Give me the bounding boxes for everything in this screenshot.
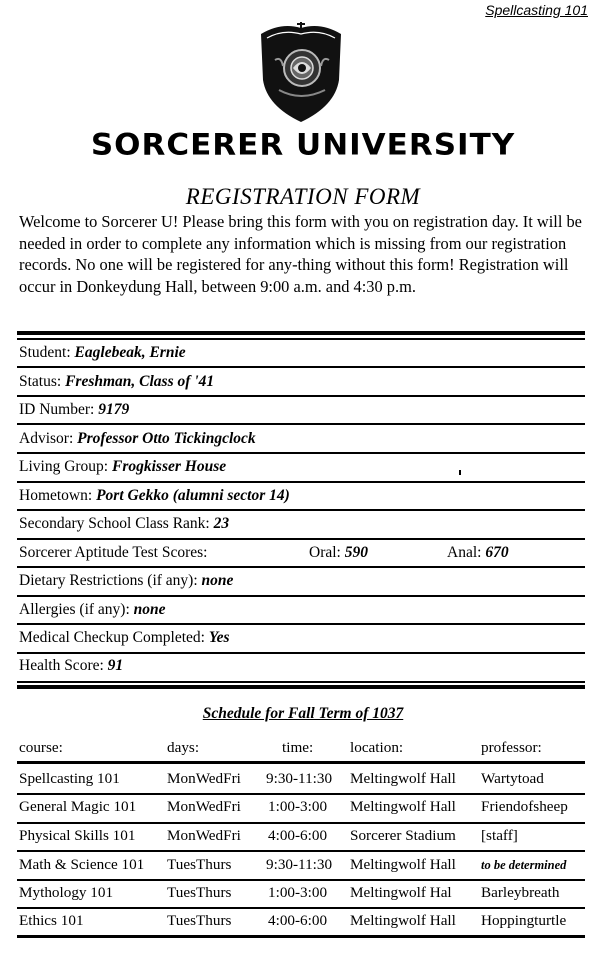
schedule-time: 1:00-3:00 xyxy=(268,884,328,901)
schedule-time: 4:00-6:00 xyxy=(268,827,328,844)
schedule-course: General Magic 101 xyxy=(19,798,137,815)
corner-label: Spellcasting 101 xyxy=(485,2,588,18)
dietary-value: none xyxy=(201,572,234,589)
schedule-course: Physical Skills 101 xyxy=(19,827,136,844)
schedule-course: Spellcasting 101 xyxy=(19,770,120,787)
anal-score-field xyxy=(447,543,509,563)
student-label: Student: xyxy=(19,344,71,361)
health-score-label: Health Score: xyxy=(19,657,104,674)
row-divider xyxy=(17,452,585,454)
status-label: Status: xyxy=(19,373,62,390)
schedule-professor: Hoppingturtle xyxy=(481,912,567,929)
row-divider xyxy=(17,652,585,654)
class-rank-field xyxy=(19,514,229,534)
schedule-row-divider xyxy=(17,822,585,824)
oral-label: Oral: xyxy=(309,544,341,561)
health-score-value: 91 xyxy=(107,657,124,674)
schedule-row-divider xyxy=(17,907,585,909)
schedule-course: Math & Science 101 xyxy=(19,856,145,873)
status-field xyxy=(19,372,214,392)
oral-value: 590 xyxy=(344,544,368,561)
student-field xyxy=(19,343,186,363)
id-number-label: ID Number: xyxy=(19,401,95,418)
anal-label: Anal: xyxy=(447,544,482,561)
schedule-professor: to be determined xyxy=(481,858,567,872)
form-title: REGISTRATION FORM xyxy=(185,184,421,209)
medical-checkup-label: Medical Checkup Completed: xyxy=(19,629,205,646)
schedule-days: TuesThurs xyxy=(167,884,232,901)
bottom-rule xyxy=(17,685,585,689)
class-rank-value: 23 xyxy=(213,515,230,532)
schedule-header-professor: professor: xyxy=(481,739,542,756)
advisor-label: Advisor: xyxy=(19,430,74,447)
student-value: Eaglebeak, Ernie xyxy=(74,344,186,361)
status-value: Freshman, Class of '41 xyxy=(65,373,215,390)
schedule-title: Schedule for Fall Term of 1037 xyxy=(202,705,404,722)
schedule-professor: [staff] xyxy=(481,827,518,844)
schedule-time: 1:00-3:00 xyxy=(268,798,328,815)
allergies-field xyxy=(19,600,166,620)
hometown-label: Hometown: xyxy=(19,487,93,504)
schedule-row-divider xyxy=(17,879,585,881)
living-group-value: Frogkisser House xyxy=(112,458,227,475)
schedule-row-divider xyxy=(17,793,585,795)
schedule-professor: Friendofsheep xyxy=(481,798,568,815)
anal-value: 670 xyxy=(485,544,509,561)
schedule-time: 4:00-6:00 xyxy=(268,912,328,929)
schedule-professor: Barleybreath xyxy=(481,884,560,901)
row-divider xyxy=(17,366,585,368)
schedule-location: Meltingwolf Hall xyxy=(350,856,456,873)
living-group-field xyxy=(19,457,226,477)
medical-checkup-value: Yes xyxy=(208,629,230,646)
dietary-label: Dietary Restrictions (if any): xyxy=(19,572,198,589)
schedule-location: Meltingwolf Hal xyxy=(350,884,452,901)
schedule-days: MonWedFri xyxy=(167,827,241,844)
schedule-header-rule xyxy=(17,761,585,764)
schedule-bottom-rule xyxy=(17,935,585,938)
row-divider xyxy=(17,538,585,540)
schedule-location: Meltingwolf Hall xyxy=(350,912,456,929)
bottom-rule-thin xyxy=(17,681,585,683)
living-group-label: Living Group: xyxy=(19,458,109,475)
schedule-days: TuesThurs xyxy=(167,856,232,873)
dietary-field xyxy=(19,571,233,591)
schedule-time: 9:30-11:30 xyxy=(266,856,333,873)
allergies-label: Allergies (if any): xyxy=(19,601,130,618)
schedule-location: Meltingwolf Hall xyxy=(350,798,456,815)
aptitude-label: Sorcerer Aptitude Test Scores: xyxy=(19,544,208,561)
aptitude-scores-field xyxy=(19,543,207,563)
hometown-field xyxy=(19,486,290,506)
schedule-header-time: time: xyxy=(282,739,314,756)
schedule-professor: Wartytoad xyxy=(481,770,544,787)
id-number-value: 9179 xyxy=(98,401,130,418)
schedule-course: Ethics 101 xyxy=(19,912,84,929)
schedule-location: Sorcerer Stadium xyxy=(350,827,456,844)
hometown-value: Port Gekko (alumni sector 14) xyxy=(96,487,290,504)
university-name: SORCERER UNIVERSITY xyxy=(90,127,516,163)
schedule-days: TuesThurs xyxy=(167,912,232,929)
top-rule xyxy=(17,331,585,335)
top-rule-thin xyxy=(17,338,585,340)
stray-mark xyxy=(459,470,461,475)
schedule-header-course: course: xyxy=(19,739,63,756)
schedule-days: MonWedFri xyxy=(167,798,241,815)
row-divider xyxy=(17,623,585,625)
row-divider xyxy=(17,423,585,425)
class-rank-label: Secondary School Class Rank: xyxy=(19,515,210,532)
row-divider xyxy=(17,395,585,397)
welcome-paragraph: Welcome to Sorcerer U! Please bring this form with you on registration day. It will be needed in order to complete any information which is missing from our registration records. No one will be registered for any-thing without this form! Registration will occur in Donkeydung Hall, between 9:00 a.m. and 4:30 p.m. xyxy=(19,212,582,296)
advisor-value: Professor Otto Tickingclock xyxy=(77,430,256,447)
schedule-row-divider xyxy=(17,850,585,852)
row-divider xyxy=(17,566,585,568)
oral-score-field xyxy=(309,543,368,563)
allergies-value: none xyxy=(133,601,166,618)
schedule-days: MonWedFri xyxy=(167,770,241,787)
advisor-field xyxy=(19,429,256,449)
id-number-field xyxy=(19,400,129,420)
schedule-course: Mythology 101 xyxy=(19,884,114,901)
health-score-field xyxy=(19,656,123,676)
schedule-location: Meltingwolf Hall xyxy=(350,770,456,787)
schedule-header-location: location: xyxy=(350,739,404,756)
schedule-header-days: days: xyxy=(167,739,200,756)
row-divider xyxy=(17,481,585,483)
row-divider xyxy=(17,595,585,597)
row-divider xyxy=(17,509,585,511)
schedule-time: 9:30-11:30 xyxy=(266,770,333,787)
medical-checkup-field xyxy=(19,628,230,648)
university-crest-logo xyxy=(253,20,349,126)
